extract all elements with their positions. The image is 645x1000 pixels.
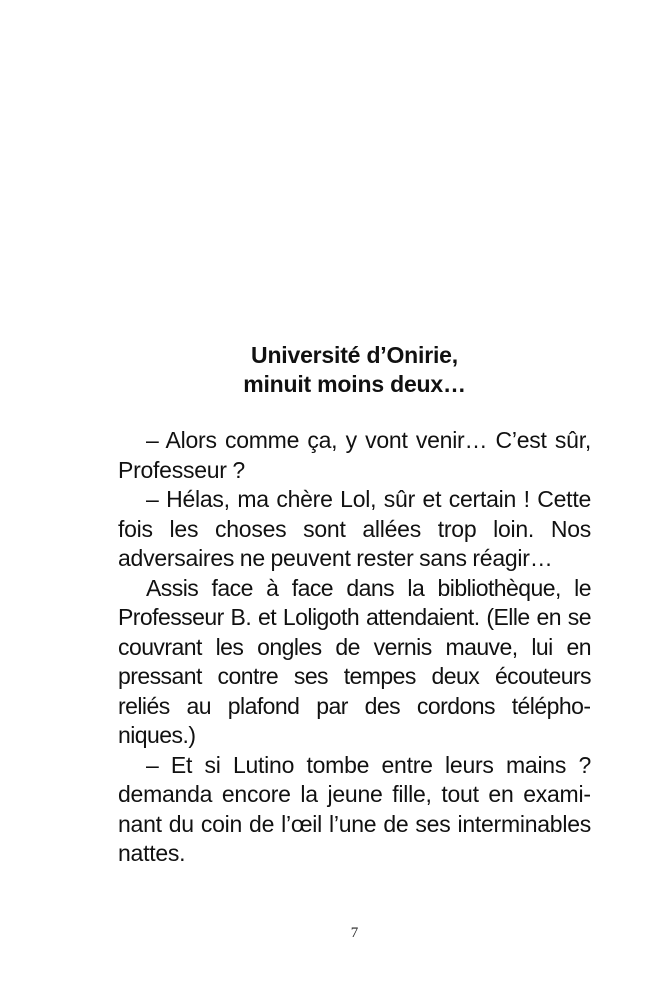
body-text: [118, 426, 591, 869]
paragraph-narration: Assis face à face dans la bibliothèque, le Professeur B. et Loligoth attendaient. (Elle en se couvrant les ongles de vernis mauve, lui en pressant contre ses tempes deux écouteurs reliés au plafond par des cordons téléphoniques.): [118, 574, 591, 748]
paragraph-dialogue-3: – Et si Lutino tombe entre leurs mains ? demanda encore la jeune fille, tout en examinant du coin de l’œil l’une de ses interminables nattes.: [118, 751, 591, 866]
page-number: 7: [350, 925, 359, 941]
chapter-heading: [62, 341, 645, 399]
paragraph-dialogue-1: – Alors comme ça, y vont venir… C’est sûr, Professeur ?: [118, 427, 591, 483]
chapter-heading-line-1: Université d’Onirie,: [251, 342, 458, 368]
chapter-heading-line-2: minuit moins deux…: [243, 371, 466, 397]
paragraph-dialogue-2: – Hélas, ma chère Lol, sûr et certain ! Cette fois les choses sont allées trop loin. Nos adversaires ne peuvent rester sans réagir…: [118, 486, 591, 571]
